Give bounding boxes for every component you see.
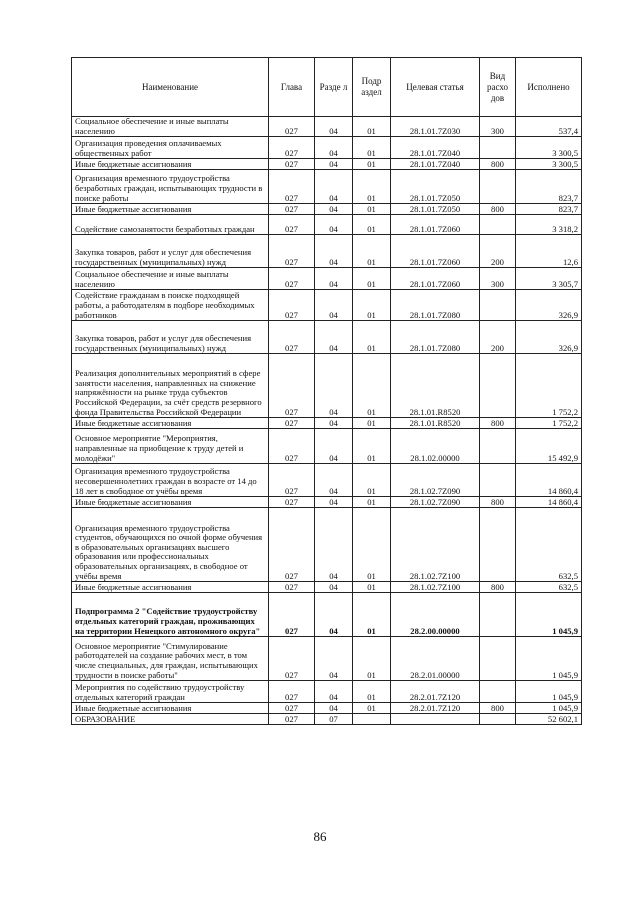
cell-executed: 537,4 — [516, 117, 582, 137]
cell-section: 04 — [315, 354, 353, 418]
cell-subsection: 01 — [353, 215, 391, 235]
cell-expense-type — [480, 354, 516, 418]
cell-section: 04 — [315, 497, 353, 508]
cell-name: Организация временного трудоустройства студентов, обучающихся по очной форме обучения в образовательных организациях высшего образования или профессиональных образовательных организациях, в свободное от учёбы время — [72, 508, 269, 582]
cell-name: Основное мероприятие "Стимулирование работодателей на создание рабочих мест, в том числе специальных, для граждан, испытывающих трудности в поиске работы" — [72, 637, 269, 681]
cell-expense-type — [480, 593, 516, 637]
cell-subsection: 01 — [353, 464, 391, 497]
cell-section: 04 — [315, 508, 353, 582]
table-row — [72, 429, 582, 464]
cell-chapter: 027 — [269, 290, 315, 321]
cell-expense-type — [480, 464, 516, 497]
cell-expense-type: 800 — [480, 159, 516, 170]
cell-chapter: 027 — [269, 429, 315, 464]
table-row — [72, 354, 582, 418]
cell-section: 04 — [315, 204, 353, 215]
cell-expense-type — [480, 508, 516, 582]
cell-chapter: 027 — [269, 215, 315, 235]
cell-executed: 52 602,1 — [516, 714, 582, 725]
cell-executed: 3 305,7 — [516, 268, 582, 290]
cell-subsection: 01 — [353, 508, 391, 582]
cell-executed: 632,5 — [516, 508, 582, 582]
cell-subsection: 01 — [353, 137, 391, 159]
header-name: Наименование — [72, 58, 269, 117]
cell-executed: 823,7 — [516, 170, 582, 204]
cell-subsection — [353, 714, 391, 725]
table-row — [72, 582, 582, 593]
cell-chapter: 027 — [269, 497, 315, 508]
table-row — [72, 681, 582, 703]
cell-expense-type: 800 — [480, 582, 516, 593]
cell-section: 04 — [315, 464, 353, 497]
cell-expense-type — [480, 290, 516, 321]
cell-chapter: 027 — [269, 418, 315, 429]
header-chapter: Глава — [269, 58, 315, 117]
header-section: Разде л — [315, 58, 353, 117]
cell-name: Содействие самозанятости безработных граждан — [72, 215, 269, 235]
cell-name: Мероприятия по содействию трудоустройству отдельных категорий граждан — [72, 681, 269, 703]
cell-name: Организация временного трудоустройства безработных граждан, испытывающих трудности в поиске работы — [72, 170, 269, 204]
cell-subsection: 01 — [353, 235, 391, 268]
cell-name: Иные бюджетные ассигнования — [72, 703, 269, 714]
cell-executed: 3 318,2 — [516, 215, 582, 235]
cell-executed: 1 045,9 — [516, 593, 582, 637]
cell-name: Закупка товаров, работ и услуг для обеспечения государственных (муниципальных) нужд — [72, 235, 269, 268]
cell-chapter: 027 — [269, 582, 315, 593]
cell-target-article: 28.2.01.7Z120 — [391, 681, 480, 703]
cell-section: 04 — [315, 321, 353, 354]
cell-subsection: 01 — [353, 170, 391, 204]
cell-target-article: 28.1.01.7Z050 — [391, 170, 480, 204]
cell-chapter: 027 — [269, 681, 315, 703]
cell-target-article: 28.1.01.R8520 — [391, 354, 480, 418]
cell-target-article: 28.2.01.7Z120 — [391, 703, 480, 714]
cell-executed: 14 860,4 — [516, 464, 582, 497]
cell-subsection: 01 — [353, 268, 391, 290]
cell-expense-type — [480, 714, 516, 725]
cell-expense-type — [480, 137, 516, 159]
cell-target-article: 28.1.01.7Z050 — [391, 204, 480, 215]
cell-executed: 823,7 — [516, 204, 582, 215]
cell-expense-type: 800 — [480, 204, 516, 215]
cell-chapter: 027 — [269, 204, 315, 215]
cell-name: Социальное обеспечение и иные выплаты населению — [72, 268, 269, 290]
cell-executed: 326,9 — [516, 321, 582, 354]
cell-subsection: 01 — [353, 637, 391, 681]
cell-name: Иные бюджетные ассигнования — [72, 418, 269, 429]
cell-section: 04 — [315, 170, 353, 204]
cell-chapter: 027 — [269, 354, 315, 418]
cell-target-article: 28.1.01.7Z060 — [391, 215, 480, 235]
cell-expense-type: 200 — [480, 321, 516, 354]
cell-chapter: 027 — [269, 508, 315, 582]
cell-executed: 1 045,9 — [516, 637, 582, 681]
cell-target-article: 28.1.01.R8520 — [391, 418, 480, 429]
cell-section: 04 — [315, 159, 353, 170]
cell-expense-type: 300 — [480, 117, 516, 137]
cell-expense-type: 300 — [480, 268, 516, 290]
cell-name: Иные бюджетные ассигнования — [72, 497, 269, 508]
cell-section: 04 — [315, 268, 353, 290]
cell-chapter: 027 — [269, 117, 315, 137]
cell-executed: 1 752,2 — [516, 354, 582, 418]
cell-subsection: 01 — [353, 204, 391, 215]
cell-expense-type — [480, 170, 516, 204]
page-number: 86 — [313, 829, 327, 844]
cell-subsection: 01 — [353, 321, 391, 354]
table-row — [72, 637, 582, 681]
cell-target-article: 28.1.01.7Z040 — [391, 137, 480, 159]
table-row — [72, 170, 582, 204]
cell-target-article: 28.1.01.7Z080 — [391, 321, 480, 354]
cell-executed: 326,9 — [516, 290, 582, 321]
cell-expense-type — [480, 429, 516, 464]
cell-chapter: 027 — [269, 137, 315, 159]
cell-target-article: 28.1.02.00000 — [391, 429, 480, 464]
cell-chapter: 027 — [269, 159, 315, 170]
cell-chapter: 027 — [269, 235, 315, 268]
cell-executed: 15 492,9 — [516, 429, 582, 464]
cell-expense-type — [480, 215, 516, 235]
cell-name: Закупка товаров, работ и услуг для обеспечения государственных (муниципальных) нужд — [72, 321, 269, 354]
cell-subsection: 01 — [353, 354, 391, 418]
cell-target-article: 28.1.01.7Z080 — [391, 290, 480, 321]
cell-subsection: 01 — [353, 117, 391, 137]
cell-section: 04 — [315, 117, 353, 137]
cell-subsection: 01 — [353, 159, 391, 170]
cell-expense-type — [480, 637, 516, 681]
cell-executed: 632,5 — [516, 582, 582, 593]
cell-name: Иные бюджетные ассигнования — [72, 159, 269, 170]
cell-section: 07 — [315, 714, 353, 725]
cell-executed: 1 045,9 — [516, 703, 582, 714]
table-row — [72, 497, 582, 508]
cell-chapter: 027 — [269, 170, 315, 204]
cell-subsection: 01 — [353, 418, 391, 429]
cell-section: 04 — [315, 235, 353, 268]
cell-chapter: 027 — [269, 703, 315, 714]
table-row — [72, 137, 582, 159]
cell-target-article: 28.2.00.00000 — [391, 593, 480, 637]
cell-executed: 3 300,5 — [516, 137, 582, 159]
cell-subsection: 01 — [353, 703, 391, 714]
table-row — [72, 464, 582, 497]
cell-target-article: 28.1.02.7Z100 — [391, 582, 480, 593]
table-row — [72, 290, 582, 321]
cell-executed: 3 300,5 — [516, 159, 582, 170]
header-target-article: Целевая статья — [391, 58, 480, 117]
cell-target-article: 28.1.01.7Z030 — [391, 117, 480, 137]
cell-target-article: 28.1.02.7Z100 — [391, 508, 480, 582]
table-row — [72, 268, 582, 290]
header-executed: Исполнено — [516, 58, 582, 117]
cell-section: 04 — [315, 429, 353, 464]
cell-name: Иные бюджетные ассигнования — [72, 582, 269, 593]
cell-executed: 1 752,2 — [516, 418, 582, 429]
table-body — [72, 117, 582, 725]
table-row — [72, 159, 582, 170]
table-row — [72, 593, 582, 637]
cell-section: 04 — [315, 637, 353, 681]
cell-expense-type: 800 — [480, 418, 516, 429]
cell-target-article: 28.1.01.7Z040 — [391, 159, 480, 170]
cell-section: 04 — [315, 582, 353, 593]
table-row — [72, 215, 582, 235]
cell-subsection: 01 — [353, 593, 391, 637]
cell-chapter: 027 — [269, 593, 315, 637]
cell-executed: 14 860,4 — [516, 497, 582, 508]
cell-chapter: 027 — [269, 321, 315, 354]
table-row — [72, 235, 582, 268]
cell-name: Реализация дополнительных мероприятий в сфере занятости населения, направленных на снижение напряжённости на рынке труда субъектов Российской Федерации, за счёт средств резервного фонда Правительства Российской Федерации — [72, 354, 269, 418]
table-row — [72, 508, 582, 582]
cell-name: Организация проведения оплачиваемых общественных работ — [72, 137, 269, 159]
cell-expense-type — [480, 681, 516, 703]
header-expense-type: Вид расхо дов — [480, 58, 516, 117]
cell-section: 04 — [315, 215, 353, 235]
cell-name: Содействие гражданам в поиске подходящей работы, а работодателям в подборе необходимых работников — [72, 290, 269, 321]
cell-chapter: 027 — [269, 464, 315, 497]
table-row — [72, 418, 582, 429]
cell-name: Организация временного трудоустройства несовершеннолетних граждан в возрасте от 14 до 18 лет в свободное от учёбы время — [72, 464, 269, 497]
cell-target-article: 28.1.01.7Z060 — [391, 268, 480, 290]
cell-target-article: 28.1.02.7Z090 — [391, 497, 480, 508]
cell-section: 04 — [315, 593, 353, 637]
cell-name: Подпрограмма 2 "Содействие трудоустройству отдельных категорий граждан, проживающих на территории Ненецкого автономного округа" — [72, 593, 269, 637]
cell-subsection: 01 — [353, 681, 391, 703]
cell-name: ОБРАЗОВАНИЕ — [72, 714, 269, 725]
table-row — [72, 204, 582, 215]
cell-target-article — [391, 714, 480, 725]
cell-executed: 12,6 — [516, 235, 582, 268]
cell-chapter: 027 — [269, 268, 315, 290]
cell-section: 04 — [315, 290, 353, 321]
cell-subsection: 01 — [353, 497, 391, 508]
cell-name: Основное мероприятие "Мероприятия, направленные на приобщение к труду детей и молодёжи" — [72, 429, 269, 464]
cell-subsection: 01 — [353, 582, 391, 593]
cell-target-article: 28.1.01.7Z060 — [391, 235, 480, 268]
cell-target-article: 28.1.02.7Z090 — [391, 464, 480, 497]
cell-section: 04 — [315, 137, 353, 159]
table-row — [72, 703, 582, 714]
cell-name: Иные бюджетные ассигнования — [72, 204, 269, 215]
cell-expense-type: 800 — [480, 497, 516, 508]
cell-name: Социальное обеспечение и иные выплаты населению — [72, 117, 269, 137]
cell-subsection: 01 — [353, 429, 391, 464]
cell-expense-type: 200 — [480, 235, 516, 268]
cell-section: 04 — [315, 418, 353, 429]
header-subsection: Подр аздел — [353, 58, 391, 117]
table-row — [72, 321, 582, 354]
cell-section: 04 — [315, 681, 353, 703]
cell-target-article: 28.2.01.00000 — [391, 637, 480, 681]
cell-subsection: 01 — [353, 290, 391, 321]
cell-expense-type: 800 — [480, 703, 516, 714]
table-row — [72, 714, 582, 725]
table-header-row — [72, 58, 582, 117]
cell-chapter: 027 — [269, 637, 315, 681]
cell-executed: 1 045,9 — [516, 681, 582, 703]
cell-chapter: 027 — [269, 714, 315, 725]
budget-execution-table — [71, 57, 582, 725]
cell-section: 04 — [315, 703, 353, 714]
table-row — [72, 117, 582, 137]
